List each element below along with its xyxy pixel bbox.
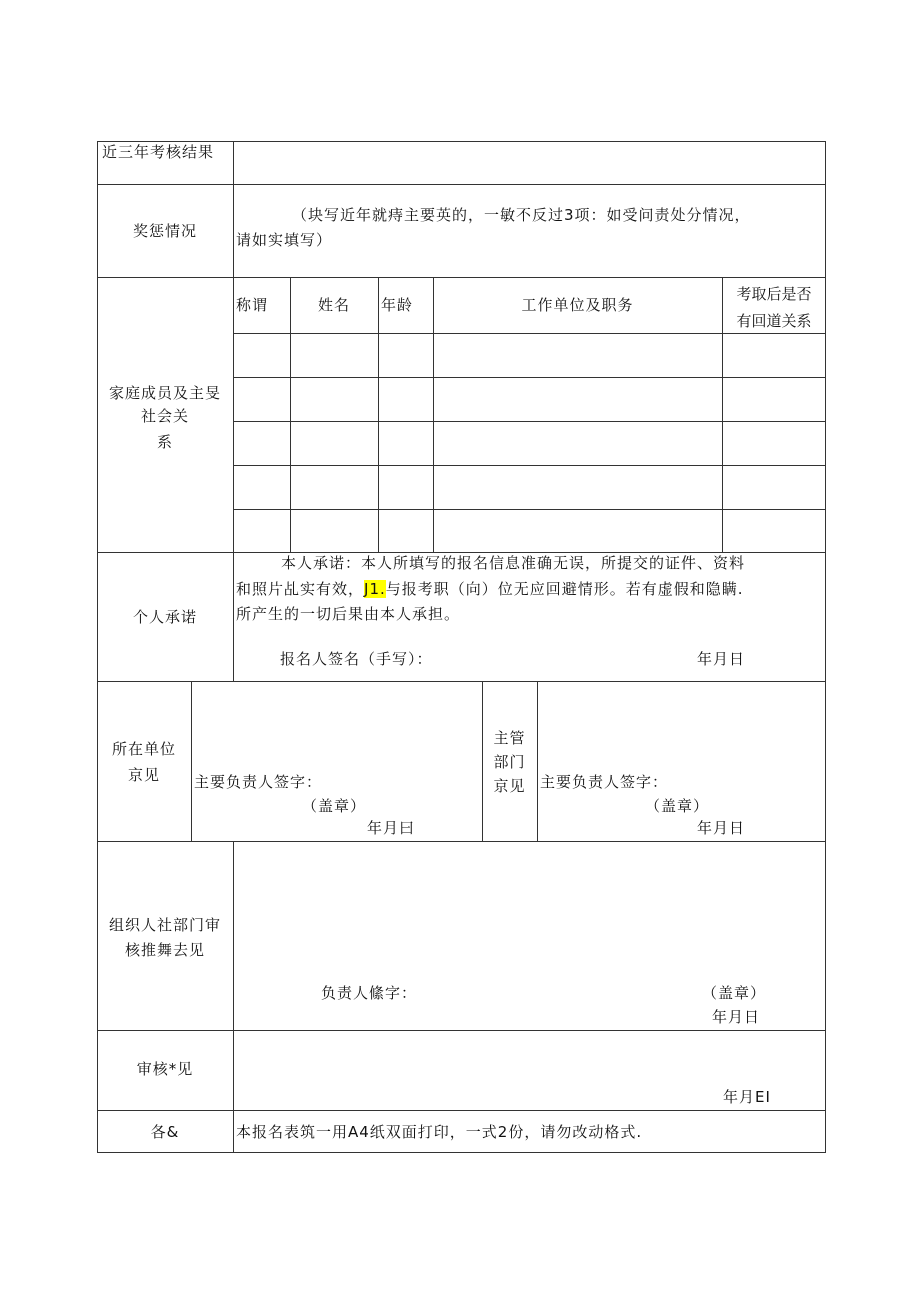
pledge-line2: [236, 578, 744, 600]
unit-label-line2: 京见: [127, 766, 160, 784]
unit-label-line1: 所在单位: [111, 740, 176, 758]
label-column-line: [233, 841, 234, 1153]
pledge-signature-label: 报名人签名（手写）：: [280, 650, 433, 668]
border-bottom: [97, 1152, 826, 1153]
org-label-line2: 核推舞去见: [124, 941, 205, 959]
family-col-line: [433, 277, 434, 552]
pledge-line2-b: 与报考职（向）位无应回避情形。若有虚假和隐瞒.: [385, 580, 744, 598]
org-date: 年月日: [712, 1008, 761, 1026]
family-row-line: [233, 333, 826, 334]
family-label-line1: 家庭成员及主旻: [108, 384, 221, 402]
org-label-line1: 组织人社部门审: [108, 916, 221, 934]
header-age: 年龄: [381, 296, 414, 314]
label-column-line: [233, 141, 234, 681]
assessment-value-cell[interactable]: [234, 142, 824, 184]
border-left: [97, 141, 98, 1153]
unit-seal: （盖章）: [302, 797, 367, 815]
header-avoid-line1: 考取后是否: [736, 285, 812, 303]
dept-label-line1: 主管: [493, 729, 526, 747]
dept-seal: （盖章）: [645, 797, 710, 815]
remarks-label: 各&: [150, 1123, 180, 1141]
pledge-date: 年月日: [697, 650, 746, 668]
row-line: [97, 1030, 826, 1031]
family-row-line: [233, 377, 826, 378]
family-row-line: [233, 465, 826, 466]
unit-signer-label: 主要负责人签字：: [194, 773, 323, 791]
rewards-hint-line2: 请如实填写）: [236, 231, 333, 249]
unit-date: 年月曰: [367, 819, 416, 837]
header-relation: 称谓: [236, 296, 269, 314]
unit-col-line: [191, 681, 192, 841]
review-label: 审核*见: [136, 1060, 194, 1078]
header-name: 姓名: [317, 296, 350, 314]
pledge-line2-a: 和照片乩实有效，: [236, 580, 365, 598]
family-row-line: [233, 509, 826, 510]
remarks-text: 本报名表筑一用A4纸双面打印，一式2份，请勿改动格式.: [236, 1123, 643, 1141]
dept-date: 年月日: [697, 819, 746, 837]
dept-label-line3: 京见: [493, 777, 526, 795]
review-date: 年月EI: [723, 1088, 771, 1106]
dept-label-line2: 部门: [493, 753, 526, 771]
pledge-line3: 所产生的一切后果由本人承担。: [236, 605, 461, 623]
unit-col-line: [537, 681, 538, 841]
header-work: 工作单位及职务: [521, 296, 634, 314]
assessment-label: 近三年考核结果: [102, 143, 215, 161]
row-line: [97, 277, 826, 278]
org-signer-label: 负责人絛字：: [321, 984, 418, 1002]
header-avoid-line2: 有回道关系: [736, 312, 812, 330]
rewards-label: 奖惩情况: [132, 222, 197, 240]
pledge-highlight-mark: J1.: [364, 580, 386, 598]
rewards-hint-line1: （块写近年就痔主要英的，一敏不反过3项：如受问责处分情况，: [292, 206, 751, 224]
row-line: [97, 681, 826, 682]
pledge-label: 个人承诺: [132, 608, 197, 626]
pledge-line1: 本人承诺：本人所填写的报名信息准确无误，所提交的证件、资料: [281, 554, 746, 572]
family-col-line: [290, 277, 291, 552]
row-line: [97, 841, 826, 842]
row-line: [97, 184, 826, 185]
family-label-line3: 系: [156, 433, 173, 451]
dept-signer-label: 主要负责人签字：: [540, 773, 669, 791]
family-row-line: [233, 421, 826, 422]
family-col-line: [378, 277, 379, 552]
registration-form-table: [97, 141, 826, 1153]
row-line: [97, 1110, 826, 1111]
org-seal: （盖章）: [702, 984, 767, 1002]
family-label-line2: 社会关: [140, 407, 189, 425]
